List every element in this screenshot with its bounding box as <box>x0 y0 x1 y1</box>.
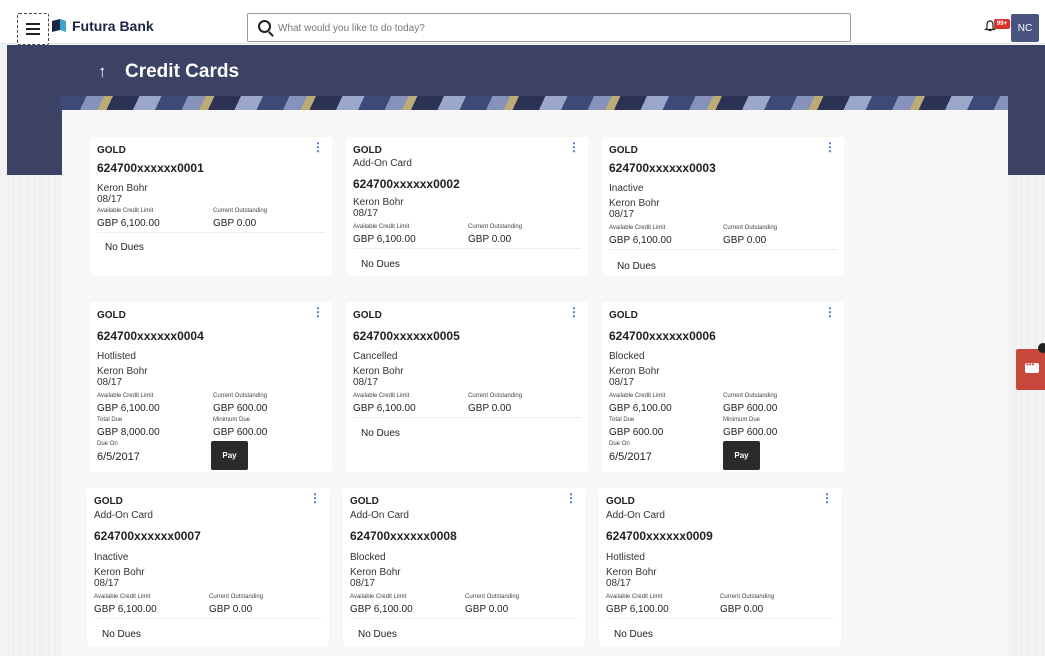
total-due-label: Total Due <box>97 417 123 423</box>
available-limit-value: GBP 6,100.00 <box>609 235 672 246</box>
card-number[interactable]: 624700xxxxxx0003 <box>609 161 716 175</box>
due-on-value: 6/5/2017 <box>609 451 652 463</box>
available-limit-value: GBP 6,100.00 <box>350 604 413 615</box>
card-number[interactable]: 624700xxxxxx0007 <box>94 529 201 543</box>
card-expiry: 08/17 <box>609 377 635 388</box>
card-status: Inactive <box>94 552 129 563</box>
card-number[interactable]: 624700xxxxxx0008 <box>350 529 457 543</box>
card-holder: Keron Bohr <box>353 197 404 208</box>
card-tier: GOLD <box>350 496 379 507</box>
card-tier: GOLD <box>353 310 382 321</box>
available-limit-value: GBP 6,100.00 <box>606 604 669 615</box>
brand-name[interactable]: Futura Bank <box>72 18 154 34</box>
card-options-icon[interactable]: ⋮ <box>309 491 321 505</box>
outstanding-label: Current Outstanding <box>468 393 523 399</box>
card-options-icon[interactable]: ⋮ <box>568 305 580 319</box>
card-tier: GOLD <box>609 310 638 321</box>
total-due-value: GBP 600.00 <box>609 427 664 438</box>
card-number[interactable]: 624700xxxxxx0009 <box>606 529 713 543</box>
outstanding-value: GBP 600.00 <box>723 403 778 414</box>
card-type: Add-On Card <box>350 510 409 521</box>
card-tier: GOLD <box>94 496 123 507</box>
card-expiry: 08/17 <box>350 578 376 589</box>
outstanding-value: GBP 0.00 <box>720 604 764 615</box>
card-type: Add-On Card <box>353 158 412 169</box>
card-holder: Keron Bohr <box>609 366 660 377</box>
outstanding-label: Current Outstanding <box>465 594 520 600</box>
card-status: Blocked <box>350 552 386 563</box>
minimum-due-label: Minimum Due <box>723 417 761 423</box>
search-bar[interactable] <box>247 13 851 42</box>
search-icon[interactable] <box>258 20 271 33</box>
no-dues-text: No Dues <box>105 242 144 253</box>
available-limit-label: Available Credit Limit <box>97 393 154 399</box>
no-dues-text: No Dues <box>361 259 400 270</box>
divider <box>97 232 325 233</box>
available-limit-label: Available Credit Limit <box>606 594 663 600</box>
outstanding-label: Current Outstanding <box>723 225 778 231</box>
card-expiry: 08/17 <box>353 377 379 388</box>
total-due-label: Total Due <box>609 417 635 423</box>
credit-card-tile[interactable] <box>90 137 332 276</box>
pay-button[interactable]: Pay <box>723 441 760 470</box>
divider <box>353 417 581 418</box>
card-options-icon[interactable]: ⋮ <box>821 491 833 505</box>
minimum-due-value: GBP 600.00 <box>213 427 268 438</box>
available-limit-value: GBP 6,100.00 <box>353 234 416 245</box>
background-texture-left <box>7 175 60 656</box>
avatar[interactable]: NC <box>1011 14 1039 42</box>
available-limit-label: Available Credit Limit <box>94 594 151 600</box>
outstanding-label: Current Outstanding <box>720 594 775 600</box>
card-holder: Keron Bohr <box>97 183 148 194</box>
available-limit-label: Available Credit Limit <box>353 224 410 230</box>
card-number[interactable]: 624700xxxxxx0005 <box>353 329 460 343</box>
divider <box>606 618 834 619</box>
card-tier: GOLD <box>606 496 635 507</box>
credit-card-tile[interactable] <box>343 488 585 646</box>
no-dues-text: No Dues <box>614 629 653 640</box>
menu-icon <box>26 28 40 30</box>
credit-card-tile[interactable] <box>602 137 844 276</box>
outstanding-label: Current Outstanding <box>213 208 268 214</box>
total-due-value: GBP 8,000.00 <box>97 427 160 438</box>
card-status: Inactive <box>609 183 644 194</box>
outstanding-label: Current Outstanding <box>209 594 264 600</box>
divider <box>609 249 837 250</box>
no-dues-text: No Dues <box>361 428 400 439</box>
card-options-icon[interactable]: ⋮ <box>824 140 836 154</box>
due-on-value: 6/5/2017 <box>97 451 140 463</box>
outstanding-label: Current Outstanding <box>213 393 268 399</box>
card-status: Cancelled <box>353 351 398 362</box>
card-options-icon[interactable]: ⋮ <box>568 140 580 154</box>
card-expiry: 08/17 <box>353 208 379 219</box>
chat-indicator <box>1038 343 1045 353</box>
credit-card-tile[interactable] <box>346 137 588 276</box>
outstanding-value: GBP 0.00 <box>468 403 512 414</box>
notification-badge[interactable]: 99+ <box>994 19 1010 29</box>
back-icon[interactable]: ↑ <box>98 62 107 81</box>
card-number[interactable]: 624700xxxxxx0006 <box>609 329 716 343</box>
card-holder: Keron Bohr <box>353 366 404 377</box>
card-status: Hotlisted <box>606 552 645 563</box>
card-tier: GOLD <box>353 145 382 156</box>
outstanding-label: Current Outstanding <box>468 224 523 230</box>
card-expiry: 08/17 <box>609 209 635 220</box>
card-holder: Keron Bohr <box>606 567 657 578</box>
outstanding-value: GBP 0.00 <box>465 604 509 615</box>
available-limit-value: GBP 6,100.00 <box>609 403 672 414</box>
outstanding-value: GBP 0.00 <box>213 218 257 229</box>
outstanding-value: GBP 600.00 <box>213 403 268 414</box>
pay-button[interactable]: Pay <box>211 441 248 470</box>
outstanding-value: GBP 0.00 <box>468 234 512 245</box>
card-type: Add-On Card <box>606 510 665 521</box>
available-limit-value: GBP 6,100.00 <box>94 604 157 615</box>
card-options-icon[interactable]: ⋮ <box>824 305 836 319</box>
available-limit-label: Available Credit Limit <box>97 208 154 214</box>
credit-card-tile[interactable] <box>90 302 332 472</box>
no-dues-text: No Dues <box>617 261 656 272</box>
card-tier: GOLD <box>97 310 126 321</box>
card-tier: GOLD <box>97 145 126 156</box>
card-tier: GOLD <box>609 145 638 156</box>
credit-card-tile[interactable] <box>346 302 588 472</box>
card-type: Add-On Card <box>94 510 153 521</box>
available-limit-label: Available Credit Limit <box>609 225 666 231</box>
due-on-label: Due On <box>609 441 630 447</box>
outstanding-label: Current Outstanding <box>723 393 778 399</box>
available-limit-label: Available Credit Limit <box>609 393 666 399</box>
divider <box>350 618 578 619</box>
background-texture-right <box>1008 175 1045 656</box>
minimum-due-value: GBP 600.00 <box>723 427 778 438</box>
card-holder: Keron Bohr <box>94 567 145 578</box>
available-limit-value: GBP 6,100.00 <box>97 403 160 414</box>
credit-card-tile[interactable] <box>602 302 844 472</box>
card-number[interactable]: 624700xxxxxx0004 <box>97 329 204 343</box>
card-number[interactable]: 624700xxxxxx0001 <box>97 161 204 175</box>
card-holder: Keron Bohr <box>350 567 401 578</box>
card-expiry: 08/17 <box>97 377 123 388</box>
card-number[interactable]: 624700xxxxxx0002 <box>353 177 460 191</box>
no-dues-text: No Dues <box>102 629 141 640</box>
credit-card-tile[interactable] <box>599 488 841 646</box>
card-expiry: 08/17 <box>94 578 120 589</box>
top-bar <box>0 0 1045 44</box>
card-options-icon[interactable]: ⋮ <box>565 491 577 505</box>
card-expiry: 08/17 <box>97 194 123 205</box>
available-limit-value: GBP 6,100.00 <box>353 403 416 414</box>
available-limit-label: Available Credit Limit <box>353 393 410 399</box>
card-expiry: 08/17 <box>606 578 632 589</box>
logo-icon <box>52 19 66 32</box>
card-holder: Keron Bohr <box>97 366 148 377</box>
card-status: Blocked <box>609 351 645 362</box>
available-limit-value: GBP 6,100.00 <box>97 218 160 229</box>
chat-icon <box>1025 363 1039 373</box>
menu-button[interactable] <box>17 13 49 45</box>
due-on-label: Due On <box>97 441 118 447</box>
minimum-due-label: Minimum Due <box>213 417 251 423</box>
available-limit-label: Available Credit Limit <box>350 594 407 600</box>
card-status: Hotlisted <box>97 351 136 362</box>
card-holder: Keron Bohr <box>609 198 660 209</box>
card-options-icon[interactable]: ⋮ <box>312 140 324 154</box>
page-title: Credit Cards <box>125 61 240 82</box>
divider <box>353 248 581 249</box>
credit-card-tile[interactable] <box>87 488 329 646</box>
search-input[interactable] <box>278 18 838 38</box>
outstanding-value: GBP 0.00 <box>723 235 767 246</box>
chat-button[interactable] <box>1016 349 1045 390</box>
card-options-icon[interactable]: ⋮ <box>312 305 324 319</box>
divider <box>94 618 322 619</box>
outstanding-value: GBP 0.00 <box>209 604 253 615</box>
no-dues-text: No Dues <box>358 629 397 640</box>
